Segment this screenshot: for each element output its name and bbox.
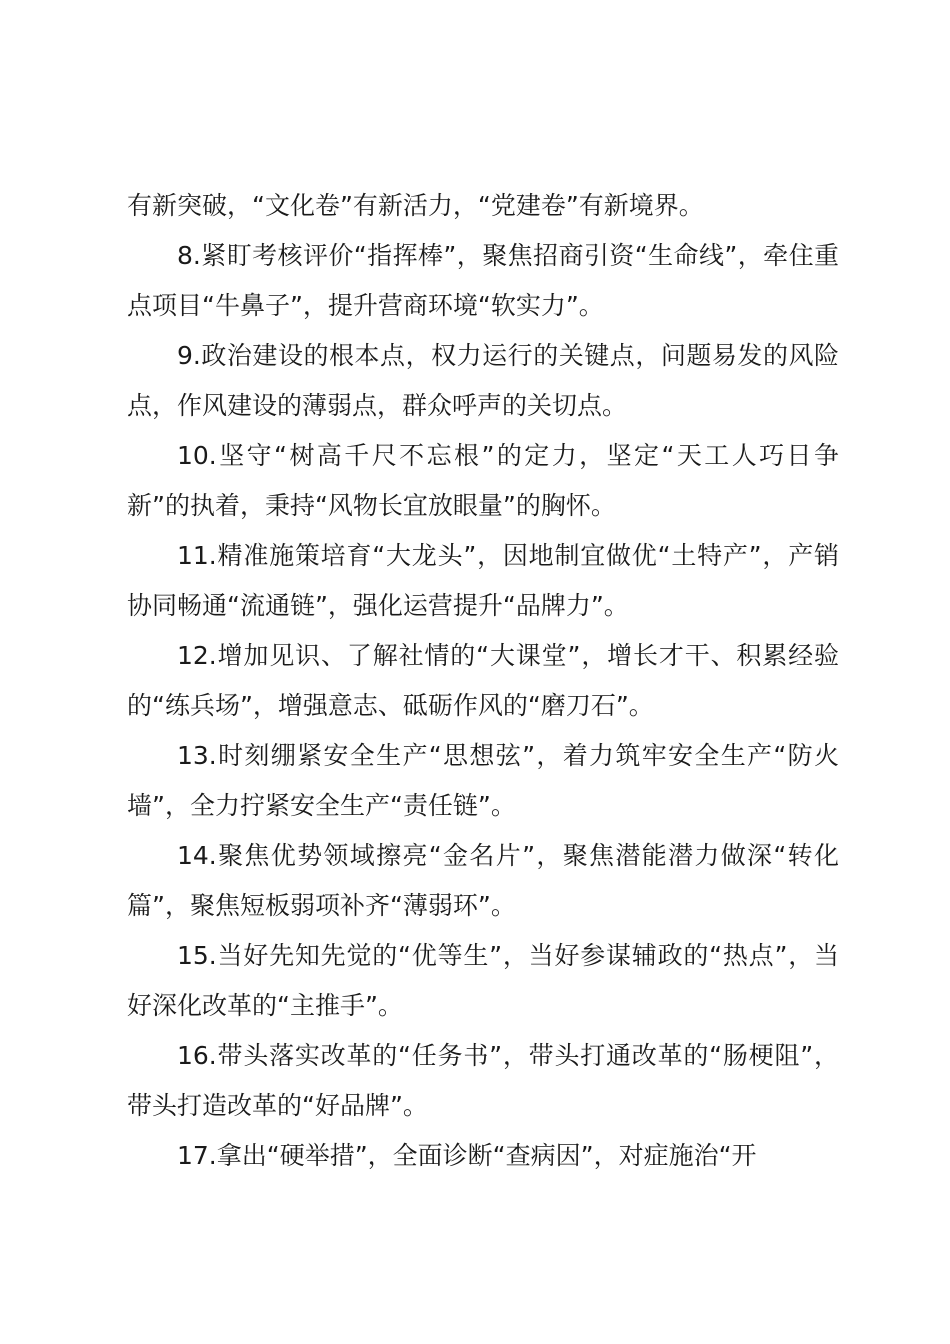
paragraph-item-15: 15.当好先知先觉的“优等生”，当好参谋辅政的“热点”，当好深化改革的“主推手”。 <box>127 941 839 1020</box>
paragraph-item-10: 10.坚守“树高千尺不忘根”的定力，坚定“天工人巧日争新”的执着，秉持“风物长宜放眼量”的胸怀。 <box>127 441 839 520</box>
paragraph-item-13: 13.时刻绷紧安全生产“思想弦”，着力筑牢安全生产“防火墙”，全力拧紧安全生产“责任链”。 <box>127 741 839 820</box>
paragraph-item-12: 12.增加见识、了解社情的“大课堂”，增长才干、积累经验的“练兵场”，增强意志、砥砺作风的“磨刀石”。 <box>127 641 839 720</box>
paragraph-item-16: 16.带头落实改革的“任务书”，带头打通改革的“肠梗阻”，带头打造改革的“好品牌”。 <box>127 1041 839 1120</box>
paragraph-continuation: 有新突破，“文化卷”有新活力，“党建卷”有新境界。 <box>127 191 704 220</box>
document-body <box>127 181 839 1181</box>
paragraph-item-11: 11.精准施策培育“大龙头”，因地制宜做优“土特产”，产销协同畅通“流通链”，强化运营提升“品牌力”。 <box>127 541 839 620</box>
paragraph-item-14: 14.聚焦优势领域擦亮“金名片”，聚焦潜能潜力做深“转化篇”，聚焦短板弱项补齐“薄弱环”。 <box>127 841 839 920</box>
paragraph-item-17: 17.拿出“硬举措”，全面诊断“查病因”，对症施治“开 <box>177 1141 757 1170</box>
paragraph-item-9: 9.政治建设的根本点，权力运行的关键点，问题易发的风险点，作风建设的薄弱点，群众呼声的关切点。 <box>127 341 839 420</box>
paragraph-item-8: 8.紧盯考核评价“指挥棒”，聚焦招商引资“生命线”，牵住重点项目“牛鼻子”，提升营商环境“软实力”。 <box>127 241 839 320</box>
